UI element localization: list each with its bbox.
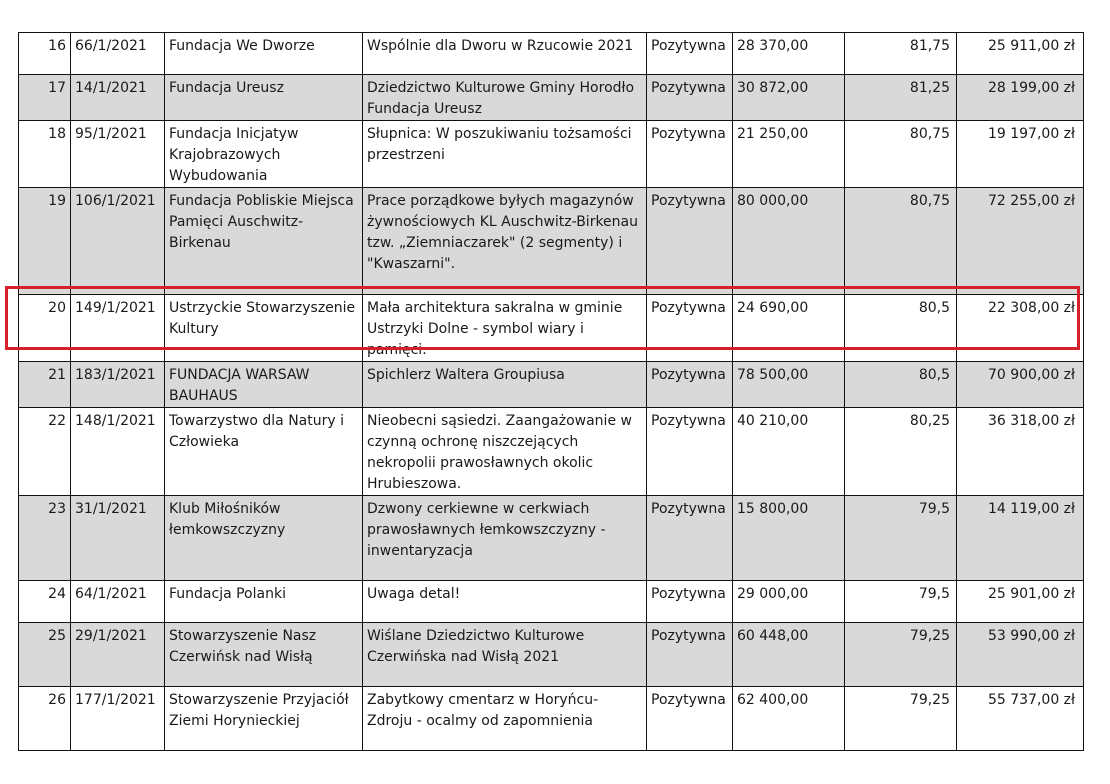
organization-name: Fundacja Ureusz: [165, 75, 363, 121]
row-number: 21: [19, 362, 71, 408]
table-row: [19, 408, 1084, 496]
requested-amount: 30 872,00: [733, 75, 845, 121]
score: 80,5: [845, 362, 957, 408]
organization-name: Towarzystwo dla Natury i Człowieka: [165, 408, 363, 496]
granted-amount: 55 737,00 zł: [957, 687, 1084, 751]
organization-name: Stowarzyszenie Nasz Czerwińsk nad Wisłą: [165, 623, 363, 687]
organization-name: Fundacja We Dworze: [165, 33, 363, 75]
row-number: 25: [19, 623, 71, 687]
project-title: Uwaga detal!: [363, 581, 647, 623]
project-title: Dziedzictwo Kulturowe Gminy Horodło Fundacja Ureusz: [363, 75, 647, 121]
row-number: 19: [19, 188, 71, 295]
score: 80,5: [845, 295, 957, 362]
opinion: Pozytywna: [647, 33, 733, 75]
application-number: 148/1/2021: [71, 408, 165, 496]
project-title: Zabytkowy cmentarz w Horyńcu-Zdroju - ocalmy od zapomnienia: [363, 687, 647, 751]
requested-amount: 29 000,00: [733, 581, 845, 623]
granted-amount: 53 990,00 zł: [957, 623, 1084, 687]
requested-amount: 40 210,00: [733, 408, 845, 496]
application-number: 66/1/2021: [71, 33, 165, 75]
granted-amount: 14 119,00 zł: [957, 496, 1084, 581]
requested-amount: 15 800,00: [733, 496, 845, 581]
row-number: 24: [19, 581, 71, 623]
score: 81,25: [845, 75, 957, 121]
application-number: 29/1/2021: [71, 623, 165, 687]
application-number: 149/1/2021: [71, 295, 165, 362]
application-number: 64/1/2021: [71, 581, 165, 623]
organization-name: Fundacja Pobliskie Miejsca Pamięci Auschwitz-Birkenau: [165, 188, 363, 295]
opinion: Pozytywna: [647, 687, 733, 751]
table-row: [19, 496, 1084, 581]
requested-amount: 60 448,00: [733, 623, 845, 687]
table-row: [19, 687, 1084, 751]
granted-amount: 19 197,00 zł: [957, 121, 1084, 188]
score: 79,5: [845, 581, 957, 623]
application-number: 177/1/2021: [71, 687, 165, 751]
project-title: Wiślane Dziedzictwo Kulturowe Czerwińska nad Wisłą 2021: [363, 623, 647, 687]
requested-amount: 62 400,00: [733, 687, 845, 751]
requested-amount: 78 500,00: [733, 362, 845, 408]
application-number: 95/1/2021: [71, 121, 165, 188]
granted-amount: 72 255,00 zł: [957, 188, 1084, 295]
application-number: 106/1/2021: [71, 188, 165, 295]
project-title: Dzwony cerkiewne w cerkwiach prawosławnych łemkowszczyzny - inwentaryzacja: [363, 496, 647, 581]
row-number: 16: [19, 33, 71, 75]
project-title: Słupnica: W poszukiwaniu tożsamości przestrzeni: [363, 121, 647, 188]
organization-name: Fundacja Polanki: [165, 581, 363, 623]
application-number: 14/1/2021: [71, 75, 165, 121]
row-number: 23: [19, 496, 71, 581]
organization-name: Klub Miłośników łemkowszczyzny: [165, 496, 363, 581]
organization-name: Fundacja Inicjatyw Krajobrazowych Wybudowania: [165, 121, 363, 188]
application-number: 31/1/2021: [71, 496, 165, 581]
granted-amount: 22 308,00 zł: [957, 295, 1084, 362]
project-title: Spichlerz Waltera Groupiusa: [363, 362, 647, 408]
granted-amount: 70 900,00 zł: [957, 362, 1084, 408]
granted-amount: 25 901,00 zł: [957, 581, 1084, 623]
requested-amount: 21 250,00: [733, 121, 845, 188]
table-row: [19, 188, 1084, 295]
project-title: Wspólnie dla Dworu w Rzucowie 2021: [363, 33, 647, 75]
opinion: Pozytywna: [647, 362, 733, 408]
opinion: Pozytywna: [647, 581, 733, 623]
grant-results-table-wrapper: [18, 32, 1084, 751]
opinion: Pozytywna: [647, 75, 733, 121]
table-row: [19, 33, 1084, 75]
project-title: Mała architektura sakralna w gminie Ustrzyki Dolne - symbol wiary i pamięci.: [363, 295, 647, 362]
granted-amount: 28 199,00 zł: [957, 75, 1084, 121]
score: 79,5: [845, 496, 957, 581]
score: 81,75: [845, 33, 957, 75]
opinion: Pozytywna: [647, 623, 733, 687]
score: 80,25: [845, 408, 957, 496]
score: 79,25: [845, 623, 957, 687]
organization-name: Ustrzyckie Stowarzyszenie Kultury: [165, 295, 363, 362]
project-title: Prace porządkowe byłych magazynów żywnościowych KL Auschwitz-Birkenau tzw. „Ziemniaczarek" (2 segmenty) i "Kwaszarni".: [363, 188, 647, 295]
score: 80,75: [845, 188, 957, 295]
row-number: 26: [19, 687, 71, 751]
granted-amount: 36 318,00 zł: [957, 408, 1084, 496]
opinion: Pozytywna: [647, 295, 733, 362]
project-title: Nieobecni sąsiedzi. Zaangażowanie w czynną ochronę niszczejących nekropolii prawosławnych okolic Hrubieszowa.: [363, 408, 647, 496]
grant-results-table: [18, 32, 1084, 751]
table-row: [19, 75, 1084, 121]
table-row: [19, 581, 1084, 623]
row-number: 17: [19, 75, 71, 121]
row-number: 18: [19, 121, 71, 188]
row-number: 22: [19, 408, 71, 496]
requested-amount: 80 000,00: [733, 188, 845, 295]
requested-amount: 24 690,00: [733, 295, 845, 362]
opinion: Pozytywna: [647, 121, 733, 188]
table-row: [19, 295, 1084, 362]
organization-name: Stowarzyszenie Przyjaciół Ziemi Horynieckiej: [165, 687, 363, 751]
table-row: [19, 362, 1084, 408]
score: 79,25: [845, 687, 957, 751]
requested-amount: 28 370,00: [733, 33, 845, 75]
opinion: Pozytywna: [647, 496, 733, 581]
score: 80,75: [845, 121, 957, 188]
application-number: 183/1/2021: [71, 362, 165, 408]
opinion: Pozytywna: [647, 408, 733, 496]
row-number: 20: [19, 295, 71, 362]
table-row: [19, 623, 1084, 687]
opinion: Pozytywna: [647, 188, 733, 295]
table-row: [19, 121, 1084, 188]
granted-amount: 25 911,00 zł: [957, 33, 1084, 75]
organization-name: FUNDACJA WARSAW BAUHAUS: [165, 362, 363, 408]
